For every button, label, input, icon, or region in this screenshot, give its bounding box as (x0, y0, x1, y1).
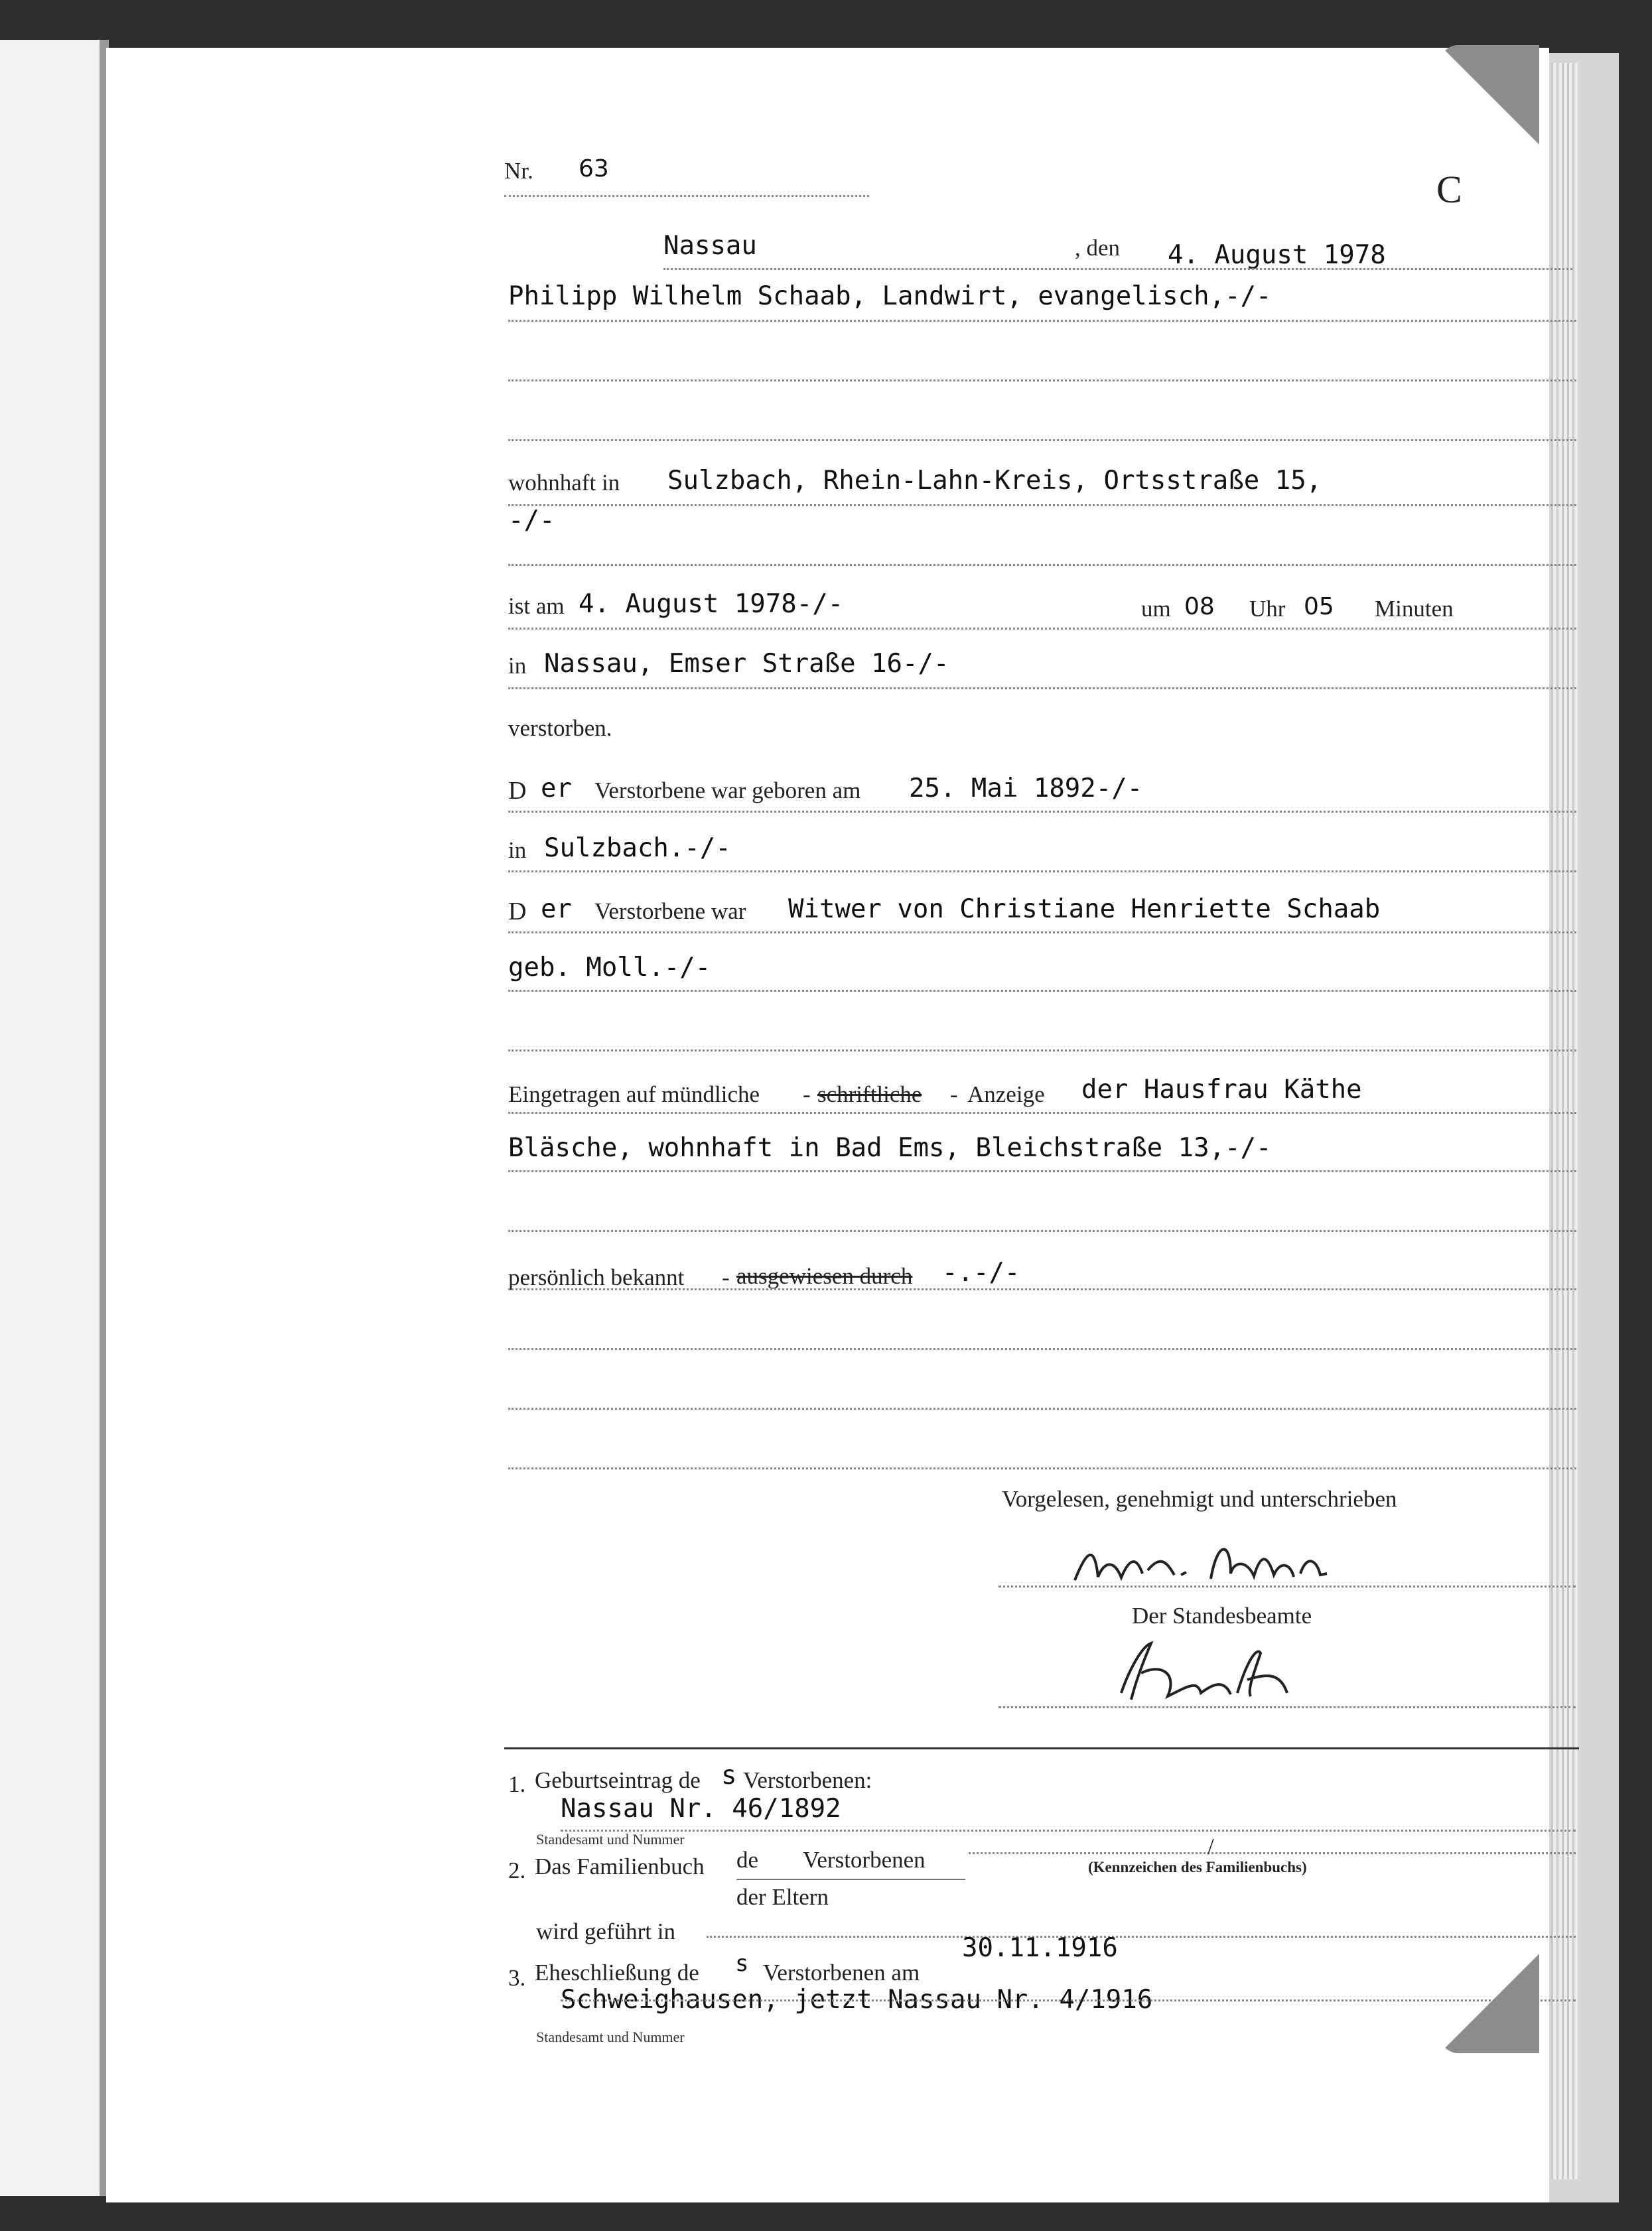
residence-line (508, 504, 1576, 506)
residence-line-2: -/- (508, 506, 555, 535)
death-minutes: 05 (1304, 593, 1334, 620)
item2-verstorbenen: Verstorbenen (803, 1847, 926, 1873)
birth-label: Verstorbene war geboren am (594, 777, 861, 803)
registration-label: Eingetragen auf mündliche (508, 1081, 760, 1107)
item1-line (561, 1830, 1576, 1832)
item2-gefuehrt: wird geführt in (536, 1919, 675, 1944)
wohnhaft-label: wohnhaft in (508, 470, 620, 496)
registry-date: 4. August 1978 (1168, 240, 1386, 270)
birth-place-line (508, 870, 1576, 872)
birth-article: er (541, 774, 572, 803)
struck-ausgewiesen-durch: ausgewiesen durch (736, 1263, 913, 1289)
informant-line-1: der Hausfrau Käthe (1081, 1075, 1362, 1105)
vorgelesen-label: Vorgelesen, genehmigt und unterschrieben (1002, 1486, 1397, 1512)
name-line (508, 320, 1576, 322)
item2-value-line (969, 1852, 1576, 1854)
death-in-label: in (508, 653, 527, 679)
registry-place: Nassau (663, 231, 757, 261)
item2-de: de (736, 1847, 759, 1873)
record-number: 63 (579, 155, 609, 182)
place-date-line (663, 268, 1572, 270)
marital-status-1: Witwer von Christiane Henriette Schaab (788, 894, 1381, 924)
blank-line-3 (508, 1049, 1576, 1051)
registration-dash-2: - (950, 1081, 958, 1107)
identity-suffix: -.-/- (942, 1258, 1020, 1288)
item1-label-b: Verstorbenen: (743, 1767, 872, 1793)
marital-status-2: geb. Moll.-/- (508, 953, 711, 982)
residence-line-1: Sulzbach, Rhein-Lahn-Kreis, Ortsstraße 15, (667, 466, 1322, 496)
registrar-signature-line (998, 1706, 1576, 1708)
marital-line-2 (508, 990, 1576, 992)
item2-gefuehrt-line (707, 1936, 1576, 1938)
item3-label: Eheschließung de (535, 1960, 699, 1986)
item2-label: Das Familienbuch (535, 1854, 705, 1879)
ist-am-label: ist am (508, 593, 565, 619)
registration-line-2 (508, 1170, 1576, 1172)
den-label: , den (1075, 235, 1121, 261)
register-page (106, 48, 1549, 2202)
birth-record-ref: Nassau Nr. 46/1892 (561, 1794, 841, 1824)
blank-line-1 (508, 379, 1576, 381)
footer-divider (504, 1747, 1579, 1749)
corner-letter: C (1436, 168, 1462, 211)
item3-article: s (735, 1950, 749, 1977)
item1-number: 1. (508, 1771, 526, 1797)
item2-fraction-line (736, 1879, 965, 1880)
um-label: um (1141, 596, 1171, 622)
identity-line (508, 1288, 1576, 1290)
marital-prefix: D (508, 898, 527, 925)
blank-line-2 (508, 439, 1576, 441)
item3-line (561, 1999, 1576, 2001)
minuten-label: Minuten (1375, 596, 1454, 622)
item3-number: 3. (508, 1965, 526, 1991)
registration-line-1 (508, 1112, 1576, 1114)
left-page (0, 40, 100, 2196)
struck-schriftliche: schriftliche (817, 1081, 922, 1107)
deceased-name: Philipp Wilhelm Schaab, Landwirt, evangelisch,-/- (508, 281, 1272, 311)
identity-dash: - (722, 1264, 730, 1290)
marriage-record-ref: Schweighausen, jetzt Nassau Nr. 4/1916 (561, 1985, 1153, 2015)
marriage-date: 30.11.1916 (962, 1933, 1118, 1963)
standesamt-nummer-caption-1: Standesamt und Nummer (536, 1831, 685, 1848)
blank-line-7 (508, 1467, 1576, 1469)
birth-place: Sulzbach.-/- (544, 833, 731, 863)
marital-article: er (541, 894, 572, 924)
verstorben-label: verstorben. (508, 715, 612, 741)
nr-line (504, 195, 869, 197)
death-date-line (508, 628, 1576, 630)
standesbeamte-label: Der Standesbeamte (1132, 1603, 1312, 1629)
birth-prefix: D (508, 777, 527, 805)
death-hour: 08 (1184, 593, 1215, 620)
item2-slash: / (1207, 1834, 1214, 1859)
blank-line-4 (508, 1230, 1576, 1232)
anzeige-label: Anzeige (967, 1081, 1045, 1107)
death-place-line (508, 687, 1576, 689)
item2-eltern: der Eltern (736, 1884, 829, 1910)
blank-line-6 (508, 1408, 1576, 1410)
item1-article: s (721, 1761, 737, 1791)
kennzeichen-caption: (Kennzeichen des Familienbuchs) (1088, 1859, 1307, 1875)
birth-in-label: in (508, 837, 527, 863)
item1-label: Geburtseintrag de (535, 1767, 701, 1793)
blank-line-5 (508, 1348, 1576, 1350)
nr-label: Nr. (504, 158, 533, 184)
identity-label: persönlich bekannt (508, 1264, 685, 1290)
item3-label-b: Verstorbenen am (763, 1960, 920, 1986)
registration-dash-1: - (803, 1081, 811, 1107)
item2-number: 2. (508, 1858, 526, 1883)
uhr-label: Uhr (1249, 596, 1286, 622)
death-place: Nassau, Emser Straße 16-/- (544, 649, 949, 679)
death-date: 4. August 1978-/- (579, 589, 844, 619)
residence-line-b (508, 564, 1576, 566)
marital-label: Verstorbene war (594, 898, 746, 924)
informant-line-2: Bläsche, wohnhaft in Bad Ems, Bleichstraße 13,-/- (508, 1133, 1272, 1163)
informant-signature (1068, 1534, 1413, 1600)
registrar-signature (1115, 1633, 1314, 1706)
birth-date: 25. Mai 1892-/- (909, 774, 1143, 803)
marital-line-1 (508, 931, 1576, 933)
birth-date-line (508, 811, 1576, 813)
standesamt-nummer-caption-2: Standesamt und Nummer (536, 2029, 685, 2045)
